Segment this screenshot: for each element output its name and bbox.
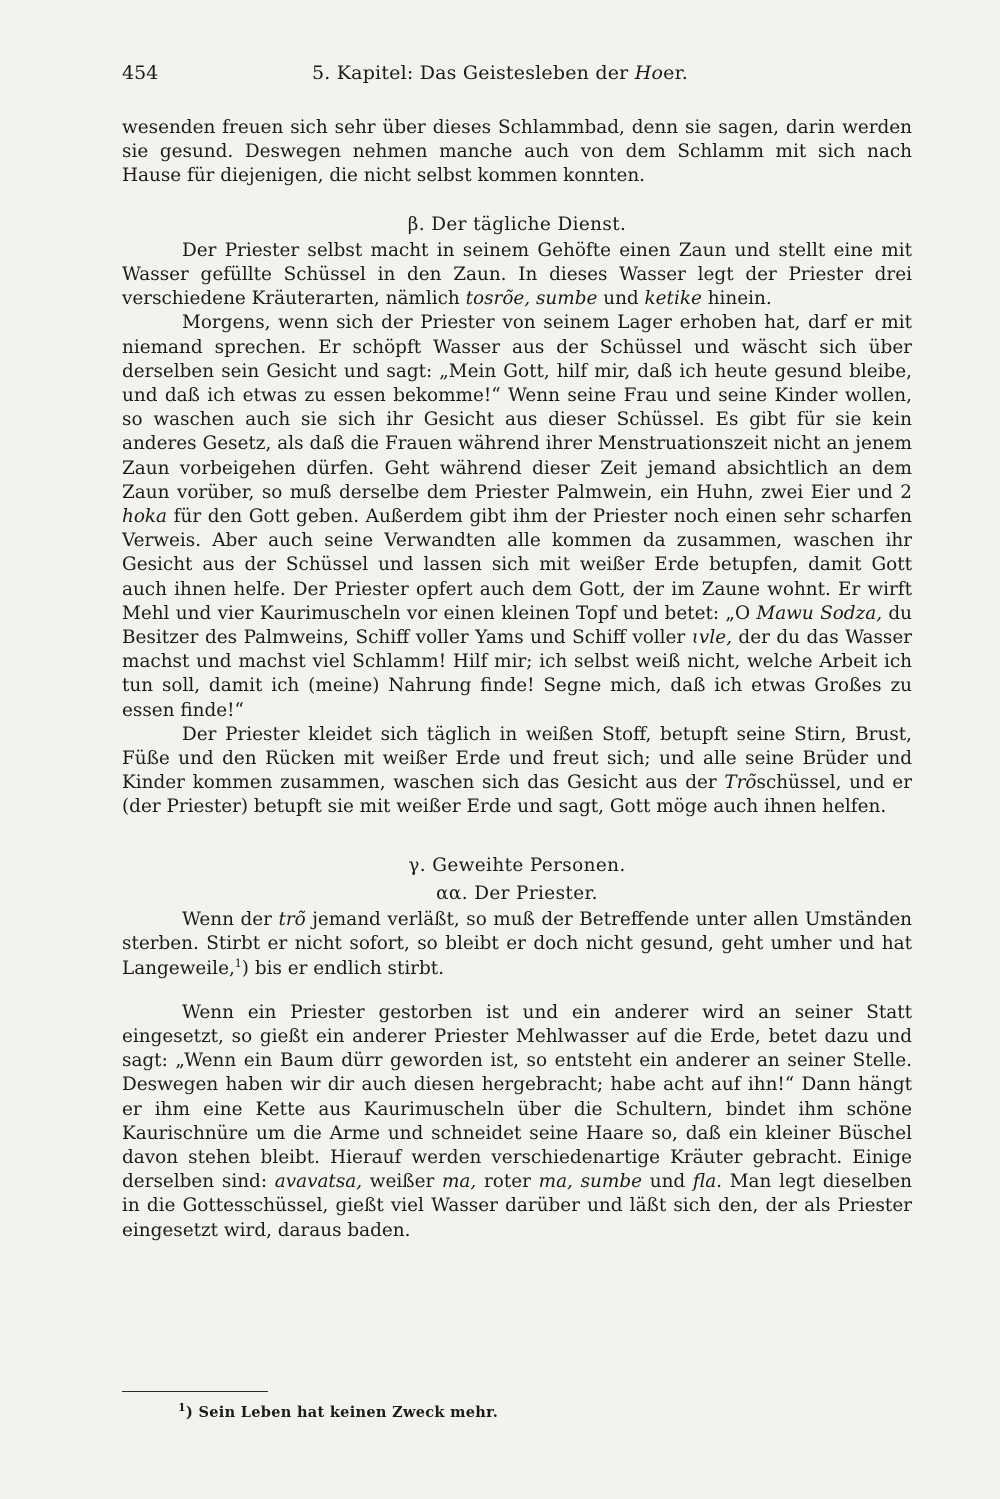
footnote-divider [122, 1391, 268, 1392]
paragraph-continuation: wesenden freuen sich sehr über dieses Schlammbad, denn sie sagen, darin werden sie gesund. Deswegen nehmen manche auch von dem Schlamm mit sich nach Hause für diejenigen, die nicht selbst kommen konnten. [122, 117, 912, 187]
running-title: 5. Kapitel: Das Geistesleben der Hoer. [312, 62, 689, 84]
paragraph-alpha-2: Wenn ein Priester gestorben ist und ein anderer wird an seiner Statt eingesetzt, so gießt ein anderer Priester Mehlwasser auf die Erde, betet dazu und sagt: „Wenn ein Baum dürr geworden ist, so entsteht ein anderer an seiner Stelle. Deswegen haben wir dir auch diesen hergebracht; habe acht auf ihn!“ Dann hängt er ihm eine Kette aus Kaurimuscheln über die Schultern, bindet ihm schöne Kaurischnüre um die Arme und schneidet seine Haare so, daß ein kleiner Büschel davon stehen bleibt. Hierauf werden verschiedenartige Kräuter gebracht. Einige derselben sind: avavatsa, weißer ma, roter ma, sumbe und fla. Man legt dieselben in die Gottesschüssel, gießt viel Wasser darüber und läßt sich den, der als Priester eingesetzt wird, daraus baden. [122, 1001, 912, 1241]
body-text [122, 116, 912, 1243]
section-heading-gamma: γ. Geweihte Personen. [408, 854, 626, 876]
subsection-heading-alpha: αα. Der Priester. [436, 882, 598, 904]
footnote [178, 1401, 499, 1421]
paragraph-alpha-1: Wenn der trõ jemand verläßt, so muß der Betreffende unter allen Umständen sterben. Stirbt er nicht sofort, so bleibt er doch nicht gesund, geht umher und hat Langeweile,$^1$) bis er endlich stirbt. [122, 909, 912, 979]
paragraph-beta-2: Morgens, wenn sich der Priester von seinem Lager erhoben hat, darf er mit niemand sprechen. Er schöpft Wasser aus der Schüssel und wäscht sich über derselben sein Gesicht und sagt: „Mein Gott, hilf mir, daß ich heute gesund bleibe, und daß ich etwas zu essen bekomme!“ Wenn seine Frau und seine Kinder wollen, so waschen auch sie sich ihr Gesicht aus dieser Schüssel. Es gibt für sie kein anderes Gesetz, als daß die Frauen während ihrer Menstruationszeit nicht an jenem Zaun vorbeigehen dürfen. Geht während dieser Zeit jemand absichtlich an dem Zaun vorüber, so muß derselbe dem Priester Palmwein, ein Huhn, zwei Eier und 2 hoka für den Gott geben. Außerdem gibt ihm der Priester noch einen sehr scharfen Verweis. Aber auch seine Verwandten alle kommen da zusammen, waschen ihr Gesicht aus der Schüssel und lassen sich mit weißer Erde betupfen, damit Gott auch ihnen helfe. Der Priester opfert auch dem Gott, der im Zaune wohnt. Er wirft Mehl und vier Kaurimuscheln vor einen kleinen Topf und betet: „O Mawu Sodza, du Besitzer des Palmweins, Schiff voller Yams und Schiff voller ɩvle, der du das Wasser machst und machst viel Schlamm! Hilf mir; ich selbst weiß nicht, welche Arbeit ich tun soll, damit ich (meine) Nahrung finde! Segne mich, daß ich etwas Großes zu essen finde!“ [122, 312, 913, 721]
footnote-text: ) Sein Leben hat keinen Zweck mehr. [185, 1404, 499, 1421]
paragraph-beta-3: Der Priester kleidet sich täglich in weißen Stoff, betupft seine Stirn, Brust, Füße und den Rücken mit weißer Erde und freut sich; und alle seine Brüder und Kinder kommen zusammen, waschen sich das Gesicht aus der Trõschüssel, und er (der Priester) betupft sie mit weißer Erde und sagt, Gott möge auch ihnen helfen. [122, 723, 912, 818]
footnote-marker: 1 [178, 1401, 186, 1415]
page-header [122, 62, 912, 92]
footnote-reference: 1 [234, 956, 242, 970]
paragraph-beta-1: Der Priester selbst macht in seinem Gehöfte einen Zaun und stellt eine mit Wasser gefüllte Schüssel in den Zaun. In dieses Wasser legt der Priester drei verschiedene Kräuterarten, nämlich tosrõe, sumbe und ketike hinein. [122, 239, 912, 310]
section-heading-beta: β. Der tägliche Dienst. [407, 213, 627, 235]
page-number: 454 [122, 62, 159, 84]
